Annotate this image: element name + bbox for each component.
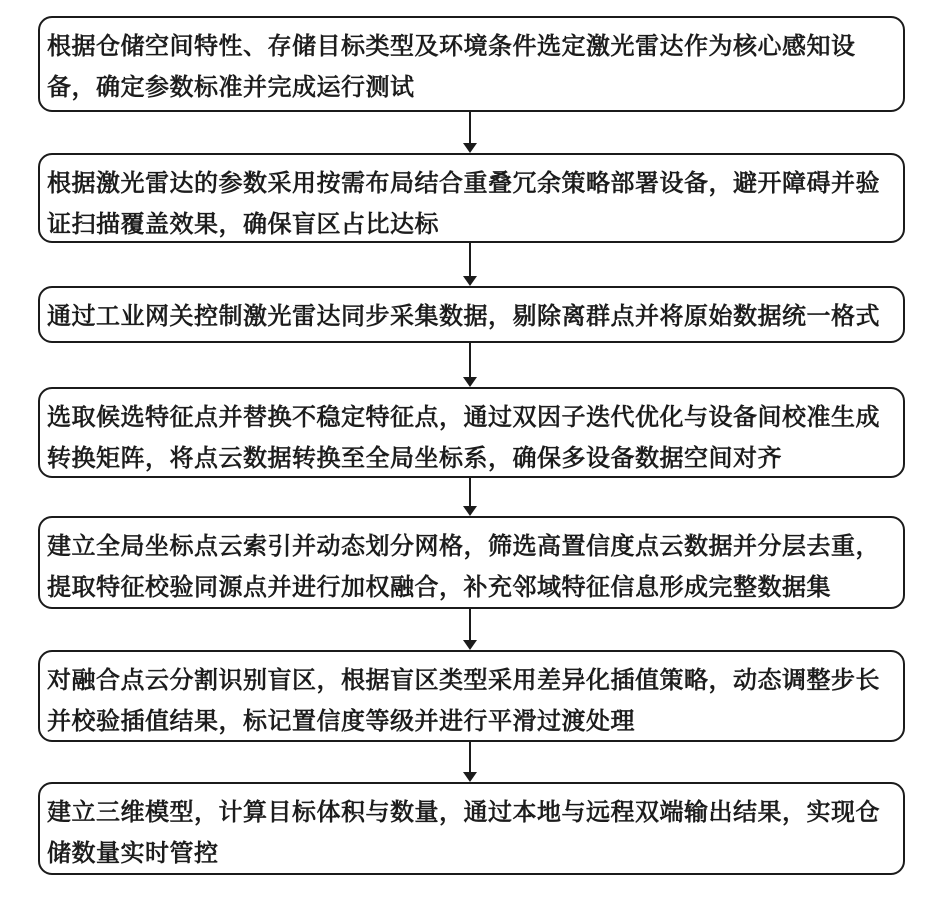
arrow-head [463,377,477,387]
flow-step-6-text: 对融合点云分割识别盲区，根据盲区类型采用差异化插值策略，动态调整步长 并校验插值结果，标记置信度等级并进行平滑过渡处理 [47,666,880,735]
flow-step-2 [38,153,905,243]
arrow-head [463,143,477,153]
arrow-head [463,506,477,516]
arrow-line [469,478,471,507]
arrow-down-icon [462,112,478,153]
flow-step-1 [38,16,905,112]
arrow-head [463,276,477,286]
arrow-down-icon [462,243,478,286]
flow-step-5 [38,516,905,609]
arrow-line [469,343,471,378]
arrow-line [469,112,471,144]
arrow-line [469,742,471,773]
flow-step-3-text: 通过工业网关控制激光雷达同步采集数据，剔除离群点并将原始数据统一格式 [47,302,880,330]
arrow-line [469,243,471,277]
flow-step-7-text: 建立三维模型，计算目标体积与数量，通过本地与远程双端输出结果，实现仓 储数量实时管控 [47,798,880,867]
arrow-line [469,609,471,641]
arrow-down-icon [462,609,478,650]
arrow-down-icon [462,343,478,387]
arrow-down-icon [462,478,478,516]
flow-step-1-text: 根据仓储空间特性、存储目标类型及环境条件选定激光雷达作为核心感知设 备，确定参数标准并完成运行测试 [47,32,856,101]
flow-step-2-text: 根据激光雷达的参数采用按需布局结合重叠冗余策略部署设备，避开障碍并验 证扫描覆盖效果，确保盲区占比达标 [47,169,880,238]
flow-step-6 [38,650,905,742]
arrow-head [463,772,477,782]
flow-step-3 [38,286,905,343]
flow-step-7 [38,782,905,875]
arrow-head [463,640,477,650]
flow-step-4 [38,387,905,478]
flow-step-5-text: 建立全局坐标点云索引并动态划分网格，筛选高置信度点云数据并分层去重， 提取特征校验同源点并进行加权融合，补充邻域特征信息形成完整数据集 [47,532,880,601]
flow-step-4-text: 选取候选特征点并替换不稳定特征点，通过双因子迭代优化与设备间校准生成 转换矩阵，将点云数据转换至全局坐标系，确保多设备数据空间对齐 [47,403,880,472]
arrow-down-icon [462,742,478,782]
